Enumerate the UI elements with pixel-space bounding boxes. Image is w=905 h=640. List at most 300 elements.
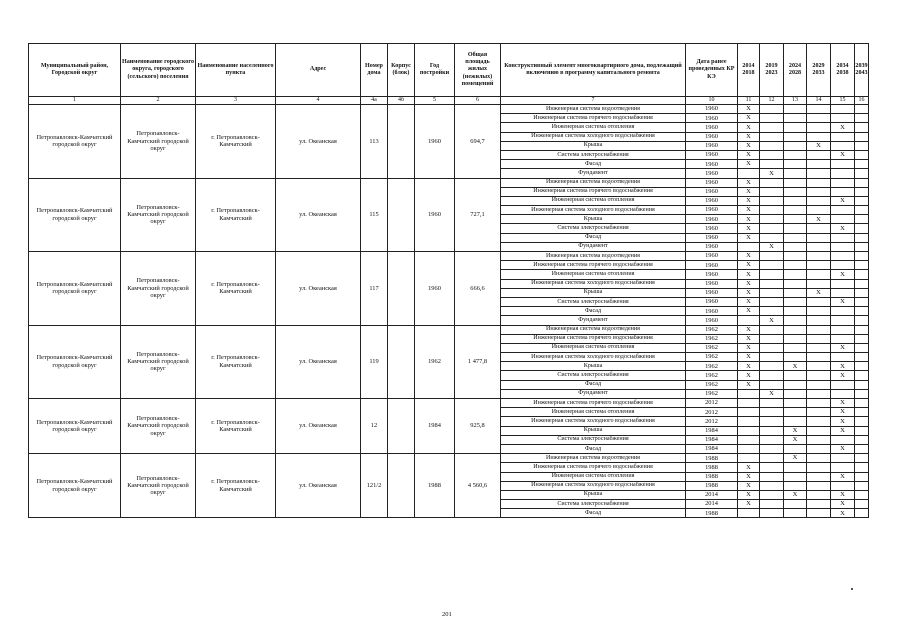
prior-repair-date-cell: 2014	[686, 490, 738, 499]
element-name-cell: Инженерная система холодного водоснабжения	[501, 206, 686, 215]
settlement-cell: Петропавловск-Камчатский городской округ	[121, 178, 196, 252]
prior-repair-date-cell: 1960	[686, 141, 738, 150]
element-name-cell: Фасад	[501, 380, 686, 389]
prior-repair-date-cell: 1962	[686, 334, 738, 343]
period-mark-cell: X	[831, 417, 855, 426]
period-mark-cell	[784, 224, 807, 233]
period-mark-cell	[855, 435, 869, 444]
period-mark-cell	[855, 380, 869, 389]
period-mark-cell	[831, 463, 855, 472]
period-mark-cell	[738, 509, 760, 518]
period-mark-cell	[807, 408, 831, 417]
period-mark-cell	[807, 178, 831, 187]
period-mark-cell	[760, 150, 784, 159]
period-mark-cell	[738, 389, 760, 398]
period-mark-cell	[784, 380, 807, 389]
address-cell: ул. Океанская	[276, 178, 361, 252]
period-mark-cell	[784, 288, 807, 297]
period-mark-cell: X	[831, 343, 855, 352]
table-row	[29, 325, 869, 334]
address-cell: ул. Океанская	[276, 399, 361, 454]
element-name-cell: Инженерная система отопления	[501, 343, 686, 352]
period-mark-cell	[784, 123, 807, 132]
period-mark-cell	[784, 316, 807, 325]
period-mark-cell	[855, 169, 869, 178]
period-mark-cell	[784, 417, 807, 426]
column-header: Наименование городского округа, городского (сельского) поселения	[121, 44, 196, 97]
period-mark-cell: X	[738, 279, 760, 288]
column-number: 1	[29, 97, 121, 105]
period-mark-cell: X	[738, 187, 760, 196]
period-mark-cell	[807, 307, 831, 316]
prior-repair-date-cell: 1960	[686, 206, 738, 215]
period-mark-cell	[831, 307, 855, 316]
period-mark-cell	[855, 252, 869, 261]
period-mark-cell	[784, 509, 807, 518]
column-header: Муниципальный район, Городской округ	[29, 44, 121, 97]
period-mark-cell	[760, 399, 784, 408]
column-header: Конструктивный элемент многоквартирного дома, подлежащий включению в программу капитального ремонта	[501, 44, 686, 97]
period-mark-cell: X	[760, 242, 784, 251]
period-mark-cell	[831, 141, 855, 150]
period-mark-cell	[760, 160, 784, 169]
period-mark-cell	[807, 114, 831, 123]
period-mark-cell: X	[738, 261, 760, 270]
period-mark-cell	[807, 233, 831, 242]
house-number-cell: 113	[361, 105, 388, 179]
period-mark-cell	[807, 279, 831, 288]
period-mark-cell	[807, 297, 831, 306]
period-mark-cell	[784, 307, 807, 316]
element-name-cell: Инженерная система отопления	[501, 196, 686, 205]
prior-repair-date-cell: 1962	[686, 325, 738, 334]
element-name-cell: Фундамент	[501, 389, 686, 398]
prior-repair-date-cell: 1962	[686, 380, 738, 389]
column-number: 2	[121, 97, 196, 105]
period-mark-cell	[855, 105, 869, 114]
element-name-cell: Фасад	[501, 160, 686, 169]
period-mark-cell	[784, 343, 807, 352]
element-name-cell: Инженерная система водоотведения	[501, 105, 686, 114]
table-row	[29, 252, 869, 261]
period-mark-cell	[807, 316, 831, 325]
element-name-cell: Инженерная система горячего водоснабжения	[501, 334, 686, 343]
prior-repair-date-cell: 1988	[686, 463, 738, 472]
period-mark-cell: X	[784, 435, 807, 444]
period-mark-cell: X	[738, 325, 760, 334]
period-mark-cell	[831, 178, 855, 187]
period-mark-cell	[760, 444, 784, 453]
column-number: 13	[784, 97, 807, 105]
period-mark-cell	[760, 307, 784, 316]
period-mark-cell: X	[831, 490, 855, 499]
address-cell: ул. Океанская	[276, 105, 361, 179]
element-name-cell: Инженерная система холодного водоснабжения	[501, 353, 686, 362]
period-mark-cell: X	[738, 178, 760, 187]
column-number: 12	[760, 97, 784, 105]
period-mark-cell	[831, 389, 855, 398]
period-mark-cell: X	[831, 371, 855, 380]
period-mark-cell	[855, 463, 869, 472]
period-mark-cell: X	[784, 454, 807, 463]
house-number-cell: 121/2	[361, 454, 388, 518]
column-header: Наименование населенного пункта	[196, 44, 276, 97]
column-number: 15	[831, 97, 855, 105]
period-mark-cell: X	[738, 334, 760, 343]
scan-speck	[851, 588, 853, 590]
period-mark-cell	[807, 196, 831, 205]
period-mark-cell: X	[738, 371, 760, 380]
period-mark-cell: X	[738, 343, 760, 352]
column-number-row	[29, 97, 869, 105]
period-mark-cell: X	[738, 490, 760, 499]
column-number: 5	[415, 97, 455, 105]
address-cell: ул. Океанская	[276, 325, 361, 399]
period-mark-cell	[760, 490, 784, 499]
element-name-cell: Крыша	[501, 141, 686, 150]
period-mark-cell	[760, 196, 784, 205]
period-mark-cell: X	[831, 150, 855, 159]
period-mark-cell	[855, 150, 869, 159]
prior-repair-date-cell: 1988	[686, 472, 738, 481]
period-mark-cell	[784, 279, 807, 288]
period-mark-cell	[807, 132, 831, 141]
period-mark-cell	[855, 408, 869, 417]
period-mark-cell	[831, 105, 855, 114]
element-name-cell: Фасад	[501, 307, 686, 316]
year-built-cell: 1988	[415, 454, 455, 518]
element-name-cell: Инженерная система водоотведения	[501, 454, 686, 463]
period-mark-cell	[760, 141, 784, 150]
period-mark-cell	[807, 252, 831, 261]
column-number: 6	[455, 97, 501, 105]
period-mark-cell	[855, 417, 869, 426]
period-mark-cell	[831, 132, 855, 141]
house-number-cell: 117	[361, 252, 388, 326]
element-name-cell: Инженерная система отопления	[501, 472, 686, 481]
area-cell: 694,7	[455, 105, 501, 179]
period-mark-cell	[831, 454, 855, 463]
period-mark-cell	[807, 187, 831, 196]
period-mark-cell	[855, 353, 869, 362]
element-name-cell: Инженерная система холодного водоснабжения	[501, 279, 686, 288]
area-cell: 1 477,8	[455, 325, 501, 399]
period-mark-cell: X	[784, 426, 807, 435]
period-mark-cell: X	[738, 500, 760, 509]
period-mark-cell	[784, 353, 807, 362]
period-mark-cell: X	[738, 472, 760, 481]
period-mark-cell	[784, 141, 807, 150]
period-mark-cell	[784, 261, 807, 270]
locality-cell: г. Петропавловск-Камчатский	[196, 325, 276, 399]
period-mark-cell	[855, 500, 869, 509]
period-mark-cell: X	[738, 353, 760, 362]
period-mark-cell	[807, 417, 831, 426]
element-name-cell: Крыша	[501, 288, 686, 297]
period-mark-cell	[855, 426, 869, 435]
period-mark-cell	[855, 270, 869, 279]
period-mark-cell	[855, 242, 869, 251]
register-sheet	[28, 43, 869, 518]
area-cell: 666,6	[455, 252, 501, 326]
period-mark-cell	[855, 114, 869, 123]
element-name-cell: Инженерная система холодного водоснабжения	[501, 481, 686, 490]
period-mark-cell	[760, 472, 784, 481]
period-mark-cell: X	[831, 426, 855, 435]
element-name-cell: Крыша	[501, 362, 686, 371]
element-name-cell: Инженерная система отопления	[501, 408, 686, 417]
period-mark-cell	[855, 316, 869, 325]
period-mark-cell: X	[831, 500, 855, 509]
prior-repair-date-cell: 1960	[686, 233, 738, 242]
period-mark-cell	[807, 343, 831, 352]
period-mark-cell	[784, 399, 807, 408]
period-mark-cell	[784, 196, 807, 205]
column-number: 10	[686, 97, 738, 105]
period-mark-cell	[784, 389, 807, 398]
locality-cell: г. Петропавловск-Камчатский	[196, 454, 276, 518]
block-cell	[388, 105, 415, 179]
prior-repair-date-cell: 1960	[686, 242, 738, 251]
period-mark-cell	[760, 261, 784, 270]
column-header: 2024 2028	[784, 44, 807, 97]
prior-repair-date-cell: 1960	[686, 160, 738, 169]
prior-repair-date-cell: 1960	[686, 114, 738, 123]
period-mark-cell	[855, 334, 869, 343]
settlement-cell: Петропавловск-Камчатский городской округ	[121, 105, 196, 179]
period-mark-cell	[760, 288, 784, 297]
period-mark-cell	[807, 160, 831, 169]
element-name-cell: Инженерная система водоотведения	[501, 325, 686, 334]
period-mark-cell	[855, 160, 869, 169]
period-mark-cell	[855, 261, 869, 270]
period-mark-cell	[760, 224, 784, 233]
period-mark-cell	[784, 444, 807, 453]
period-mark-cell	[738, 426, 760, 435]
period-mark-cell	[807, 353, 831, 362]
element-name-cell: Система электроснабжения	[501, 297, 686, 306]
prior-repair-date-cell: 1960	[686, 150, 738, 159]
column-number: 4	[276, 97, 361, 105]
prior-repair-date-cell: 1960	[686, 187, 738, 196]
period-mark-cell	[855, 123, 869, 132]
prior-repair-date-cell: 1988	[686, 509, 738, 518]
period-mark-cell	[784, 297, 807, 306]
year-built-cell: 1960	[415, 105, 455, 179]
prior-repair-date-cell: 2012	[686, 417, 738, 426]
prior-repair-date-cell: 1960	[686, 123, 738, 132]
district-cell: Петропавловск-Камчатский городской округ	[29, 178, 121, 252]
prior-repair-date-cell: 2012	[686, 408, 738, 417]
element-name-cell: Инженерная система отопления	[501, 270, 686, 279]
period-mark-cell: X	[807, 215, 831, 224]
period-mark-cell: X	[831, 196, 855, 205]
settlement-cell: Петропавловск-Камчатский городской округ	[121, 252, 196, 326]
block-cell	[388, 252, 415, 326]
prior-repair-date-cell: 1960	[686, 270, 738, 279]
period-mark-cell	[738, 454, 760, 463]
repair-program-table	[28, 43, 869, 518]
period-mark-cell	[784, 114, 807, 123]
period-mark-cell	[807, 509, 831, 518]
prior-repair-date-cell: 1960	[686, 279, 738, 288]
prior-repair-date-cell: 1962	[686, 389, 738, 398]
block-cell	[388, 178, 415, 252]
element-name-cell: Инженерная система горячего водоснабжения	[501, 399, 686, 408]
period-mark-cell	[831, 279, 855, 288]
period-mark-cell	[784, 371, 807, 380]
period-mark-cell	[760, 270, 784, 279]
period-mark-cell	[760, 481, 784, 490]
element-name-cell: Инженерная система холодного водоснабжения	[501, 417, 686, 426]
period-mark-cell: X	[738, 160, 760, 169]
settlement-cell: Петропавловск-Камчатский городской округ	[121, 399, 196, 454]
district-cell: Петропавловск-Камчатский городской округ	[29, 399, 121, 454]
period-mark-cell: X	[738, 362, 760, 371]
period-mark-cell	[807, 454, 831, 463]
period-mark-cell	[807, 334, 831, 343]
period-mark-cell	[807, 389, 831, 398]
period-mark-cell	[855, 196, 869, 205]
element-name-cell: Фасад	[501, 444, 686, 453]
period-mark-cell	[784, 132, 807, 141]
prior-repair-date-cell: 1960	[686, 105, 738, 114]
period-mark-cell: X	[738, 270, 760, 279]
period-mark-cell	[855, 399, 869, 408]
period-mark-cell: X	[831, 509, 855, 518]
period-mark-cell: X	[831, 399, 855, 408]
column-header: Корпус (блок)	[388, 44, 415, 97]
period-mark-cell	[784, 463, 807, 472]
period-mark-cell	[855, 389, 869, 398]
prior-repair-date-cell: 1960	[686, 132, 738, 141]
element-name-cell: Фасад	[501, 233, 686, 242]
period-mark-cell	[807, 261, 831, 270]
period-mark-cell	[831, 353, 855, 362]
locality-cell: г. Петропавловск-Камчатский	[196, 105, 276, 179]
period-mark-cell	[855, 288, 869, 297]
period-mark-cell: X	[831, 123, 855, 132]
prior-repair-date-cell: 1960	[686, 169, 738, 178]
prior-repair-date-cell: 1984	[686, 444, 738, 453]
period-mark-cell	[784, 325, 807, 334]
element-name-cell: Инженерная система холодного водоснабжения	[501, 132, 686, 141]
period-mark-cell	[831, 316, 855, 325]
period-mark-cell	[807, 270, 831, 279]
period-mark-cell	[807, 481, 831, 490]
prior-repair-date-cell: 1962	[686, 343, 738, 352]
period-mark-cell: X	[738, 288, 760, 297]
period-mark-cell	[784, 481, 807, 490]
period-mark-cell	[831, 261, 855, 270]
period-mark-cell: X	[738, 224, 760, 233]
column-header: 2019 2023	[760, 44, 784, 97]
period-mark-cell	[855, 325, 869, 334]
prior-repair-date-cell: 1960	[686, 224, 738, 233]
period-mark-cell	[784, 233, 807, 242]
period-mark-cell: X	[831, 224, 855, 233]
period-mark-cell	[760, 132, 784, 141]
period-mark-cell	[855, 297, 869, 306]
period-mark-cell	[760, 454, 784, 463]
period-mark-cell	[760, 325, 784, 334]
period-mark-cell	[760, 178, 784, 187]
period-mark-cell: X	[807, 288, 831, 297]
prior-repair-date-cell: 1960	[686, 215, 738, 224]
period-mark-cell	[855, 132, 869, 141]
period-mark-cell: X	[738, 233, 760, 242]
prior-repair-date-cell: 1960	[686, 178, 738, 187]
period-mark-cell: X	[831, 444, 855, 453]
element-name-cell: Система электроснабжения	[501, 150, 686, 159]
column-number: 16	[855, 97, 869, 105]
period-mark-cell	[760, 380, 784, 389]
period-mark-cell	[807, 426, 831, 435]
table-row	[29, 399, 869, 408]
period-mark-cell	[807, 206, 831, 215]
element-name-cell: Инженерная система горячего водоснабжения	[501, 261, 686, 270]
period-mark-cell	[760, 500, 784, 509]
page-number: 201	[442, 611, 452, 618]
period-mark-cell: X	[831, 472, 855, 481]
period-mark-cell	[807, 325, 831, 334]
element-name-cell: Инженерная система горячего водоснабжения	[501, 187, 686, 196]
period-mark-cell	[831, 435, 855, 444]
prior-repair-date-cell: 1960	[686, 297, 738, 306]
column-header: 2014 2018	[738, 44, 760, 97]
period-mark-cell	[784, 105, 807, 114]
period-mark-cell	[831, 334, 855, 343]
block-cell	[388, 399, 415, 454]
period-mark-cell	[784, 150, 807, 159]
period-mark-cell	[855, 444, 869, 453]
period-mark-cell: X	[784, 362, 807, 371]
period-mark-cell	[855, 472, 869, 481]
period-mark-cell	[760, 252, 784, 261]
period-mark-cell	[855, 509, 869, 518]
address-cell: ул. Океанская	[276, 252, 361, 326]
period-mark-cell	[738, 408, 760, 417]
period-mark-cell	[855, 215, 869, 224]
period-mark-cell	[807, 435, 831, 444]
element-name-cell: Инженерная система отопления	[501, 123, 686, 132]
period-mark-cell	[760, 334, 784, 343]
element-name-cell: Система электроснабжения	[501, 224, 686, 233]
period-mark-cell	[855, 233, 869, 242]
period-mark-cell	[760, 371, 784, 380]
period-mark-cell	[784, 472, 807, 481]
period-mark-cell	[760, 362, 784, 371]
locality-cell: г. Петропавловск-Камчатский	[196, 399, 276, 454]
period-mark-cell	[760, 215, 784, 224]
column-number: 7	[501, 97, 686, 105]
period-mark-cell	[831, 169, 855, 178]
year-built-cell: 1960	[415, 252, 455, 326]
table-body	[29, 105, 869, 518]
period-mark-cell	[807, 150, 831, 159]
period-mark-cell	[760, 417, 784, 426]
period-mark-cell: X	[738, 307, 760, 316]
period-mark-cell	[760, 343, 784, 352]
period-mark-cell: X	[738, 380, 760, 389]
period-mark-cell	[855, 490, 869, 499]
period-mark-cell	[831, 187, 855, 196]
column-header: Адрес	[276, 44, 361, 97]
period-mark-cell	[738, 399, 760, 408]
period-mark-cell: X	[738, 132, 760, 141]
period-mark-cell: X	[831, 408, 855, 417]
prior-repair-date-cell: 2014	[686, 500, 738, 509]
